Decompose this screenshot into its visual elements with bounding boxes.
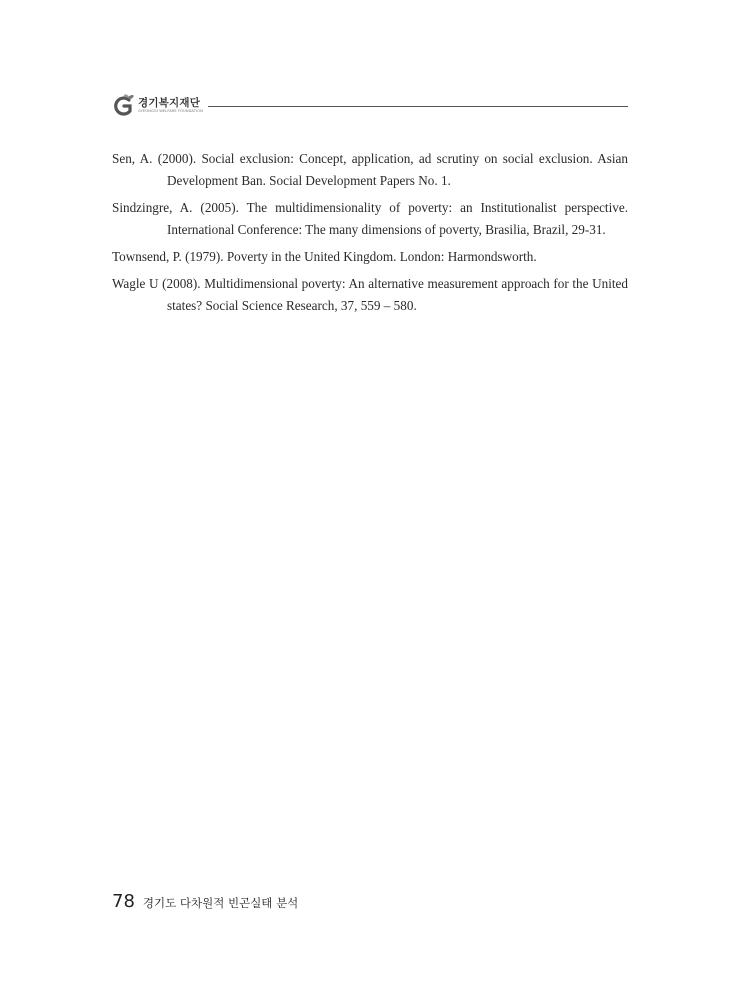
foundation-logo-icon [112, 92, 136, 118]
reference-entry: Sindzingre, A. (2005). The multidimensionality of poverty: an Institutionalist perspective. International Conference: The many dimensions of poverty, Brasilia, Brazil, 29-31. [112, 200, 628, 237]
page-footer [112, 891, 298, 912]
reference-list [112, 148, 628, 322]
book-title: 경기도 다차원적 빈곤실태 분석 [142, 896, 299, 910]
page-header [112, 92, 628, 118]
foundation-subtitle: GYEONGGI WELFARE FOUNDATION [138, 109, 203, 113]
page-number: 78 [112, 891, 135, 912]
reference-entry: Townsend, P. (1979). Poverty in the United Kingdom. London: Harmondsworth. [112, 249, 537, 264]
foundation-logo [112, 92, 212, 118]
reference-entry: Sen, A. (2000). Social exclusion: Concept, application, ad scrutiny on social exclusion. Asian Development Ban. Social Development Papers No. 1. [112, 151, 628, 188]
header-rule [208, 106, 628, 107]
reference-entry: Wagle U (2008). Multidimensional poverty: An alternative measurement approach for the United states? Social Science Research, 37, 559 – 580. [112, 276, 628, 313]
foundation-name: 경기복지재단 [138, 97, 201, 109]
